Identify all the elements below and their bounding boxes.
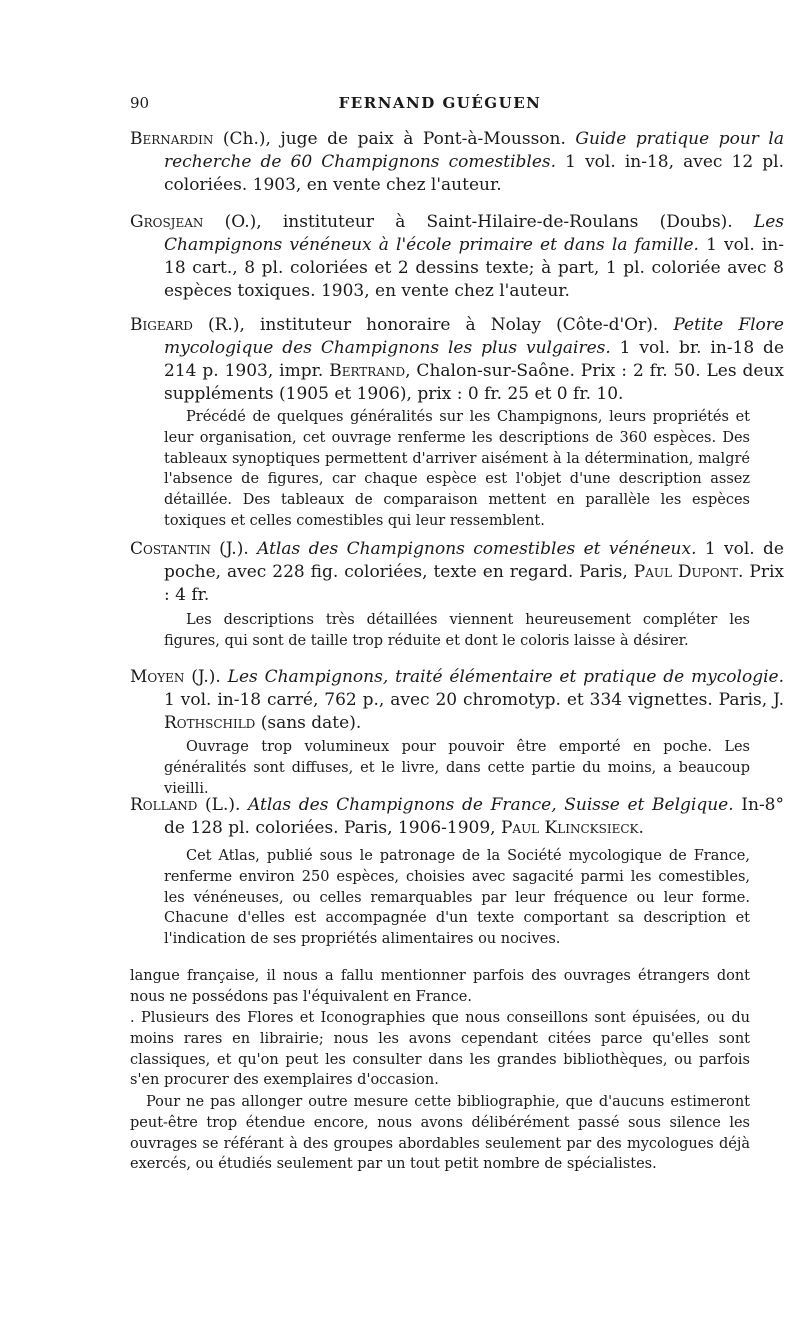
bibliography-entry-bigeard bbox=[130, 314, 784, 406]
entry-author: Rolland bbox=[130, 795, 198, 815]
entry-title: Les Champignons, traité élémentaire et pratique de mycologie. bbox=[227, 667, 784, 687]
entry-details: 1 vol. in-18 cart., 8 pl. coloriées et 2 dessins texte; à part, 1 pl. coloriée avec 8 espèces toxiques. 1903, en vente chez l'auteur. bbox=[164, 235, 784, 301]
page-number: 90 bbox=[130, 94, 150, 112]
entry-details-end: . Prix : 4 fr. bbox=[164, 562, 784, 605]
bibliography-entry-bernardin bbox=[130, 128, 784, 197]
entry-title: Les Champignons vénéneux à l'école primaire et dans la famille. bbox=[164, 212, 784, 255]
entry-author: Bernardin bbox=[130, 129, 214, 149]
entry-details: 1 vol. br. in-18 de 214 p. 1903, impr. bbox=[164, 338, 784, 381]
entry-author: Costantin bbox=[130, 539, 211, 559]
entry-annotation-costantin: Les descriptions très détaillées viennent heureusement compléter les figures, qui sont de taille trop réduite et dont le coloris laisse à désirer. bbox=[164, 612, 750, 649]
entry-details-end: . bbox=[638, 818, 644, 838]
entry-author: Moyen bbox=[130, 667, 185, 687]
entry-author-info: (J.). bbox=[210, 539, 258, 559]
entry-details: 1 vol. in-18, avec 12 pl. coloriées. 1903, en vente chez l'auteur. bbox=[164, 152, 784, 195]
bibliography-entry-rolland bbox=[130, 794, 784, 840]
entry-title: Petite Flore mycologique des Champignons les plus vulgaires. bbox=[164, 315, 784, 358]
entry-annotation-rolland: Cet Atlas, publié sous le patronage de la Société mycologique de France, renferme environ 250 espèces, choisies avec sagacité parmi les comestibles, les vénéneuses, ou celles remarquables par leur fréquence ou leur forme. Chacune d'elles est accompagnée d'un texte comportant sa description et l'indication de ses propriétés alimentaires ou nocives. bbox=[164, 848, 750, 948]
entry-publisher: Bertrand bbox=[329, 361, 406, 381]
closing-paragraph-3: Pour ne pas allonger outre mesure cette bibliographie, que d'aucuns estimeront peut-être trop étendue encore, nous avons délibérément passé sous silence les ouvrages se référant à des groupes abordables seulement par des mycologues déjà exercés, ou étudiés seulement par un tout petit nombre de spécialistes. bbox=[130, 1094, 750, 1173]
bibliography-entry-grosjean bbox=[130, 211, 784, 303]
bibliography-entry-moyen bbox=[130, 666, 784, 735]
entry-annotation-moyen: Ouvrage trop volumineux pour pouvoir être emporté en poche. Les généralités sont diffuses, et le livre, dans cette partie du moins, a beaucoup vieilli. bbox=[164, 739, 750, 797]
bibliography-entry-costantin bbox=[130, 538, 784, 607]
entry-publisher: Paul Dupont bbox=[633, 562, 739, 582]
entry-title: Atlas des Champignons de France, Suisse et Belgique. bbox=[248, 795, 734, 815]
entry-details-end: , Chalon-sur-Saône. Prix : 2 fr. 50. Les deux suppléments (1905 et 1906), prix : 0 fr. 25 et 0 fr. 10. bbox=[164, 361, 784, 404]
page-header bbox=[130, 94, 750, 116]
entry-details-end: (sans date). bbox=[255, 713, 362, 733]
closing-paragraph-1: langue française, il nous a fallu mentionner parfois des ouvrages étrangers dont nous ne possédons pas l'équivalent en France. bbox=[130, 968, 750, 1005]
entry-details: 1 vol. de poche, avec 228 fig. coloriées, texte en regard. Paris, bbox=[164, 539, 784, 582]
entry-details: In-8° de 128 pl. coloriées. Paris, 1906-1909, bbox=[164, 795, 784, 838]
entry-title: Guide pratique pour la recherche de 60 Champignons comestibles. bbox=[164, 129, 784, 172]
entry-author-info: (R.), instituteur honoraire à Nolay (Côte-d'Or). bbox=[192, 315, 674, 335]
closing-paragraph-2: . Plusieurs des Flores et Iconographies que nous conseillons sont épuisées, ou du moins rares en librairie; nous les avons cependant citées parce qu'elles sont classiques, et qu'on peut les consulter dans les grandes bibliothèques, ou parfois s'en procurer des exemplaires d'occasion. bbox=[130, 1010, 750, 1089]
running-head: FERNAND GUÉGUEN bbox=[338, 94, 542, 112]
entry-details: 1 vol. in-18 carré, 762 p., avec 20 chromotyp. et 334 vignettes. Paris, J. bbox=[164, 690, 784, 710]
entry-author-info: (L.). bbox=[197, 795, 249, 815]
entry-publisher: Paul Klincksieck bbox=[500, 818, 639, 838]
entry-author-info: (Ch.), juge de paix à Pont-à-Mousson. bbox=[213, 129, 576, 149]
entry-annotation-bigeard: Précédé de quelques généralités sur les Champignons, leurs propriétés et leur organisation, cet ouvrage renferme les descriptions de 360 espèces. Des tableaux synoptiques permettent d'arriver aisément à la détermination, malgré l'absence de figures, car chaque espèce est l'objet d'une description assez détaillée. Des tableaux de comparaison mettent en parallèle les espèces toxiques et celles comestibles qui leur ressemblent. bbox=[164, 409, 750, 529]
entry-author-info: (J.). bbox=[184, 667, 228, 687]
entry-author: Grosjean bbox=[130, 212, 204, 232]
entry-author: Bigeard bbox=[130, 315, 193, 335]
entry-title: Atlas des Champignons comestibles et vénéneux. bbox=[257, 539, 697, 559]
entry-author-info: (O.), instituteur à Saint-Hilaire-de-Roulans (Doubs). bbox=[203, 212, 754, 232]
entry-publisher: Rothschild bbox=[164, 713, 256, 733]
